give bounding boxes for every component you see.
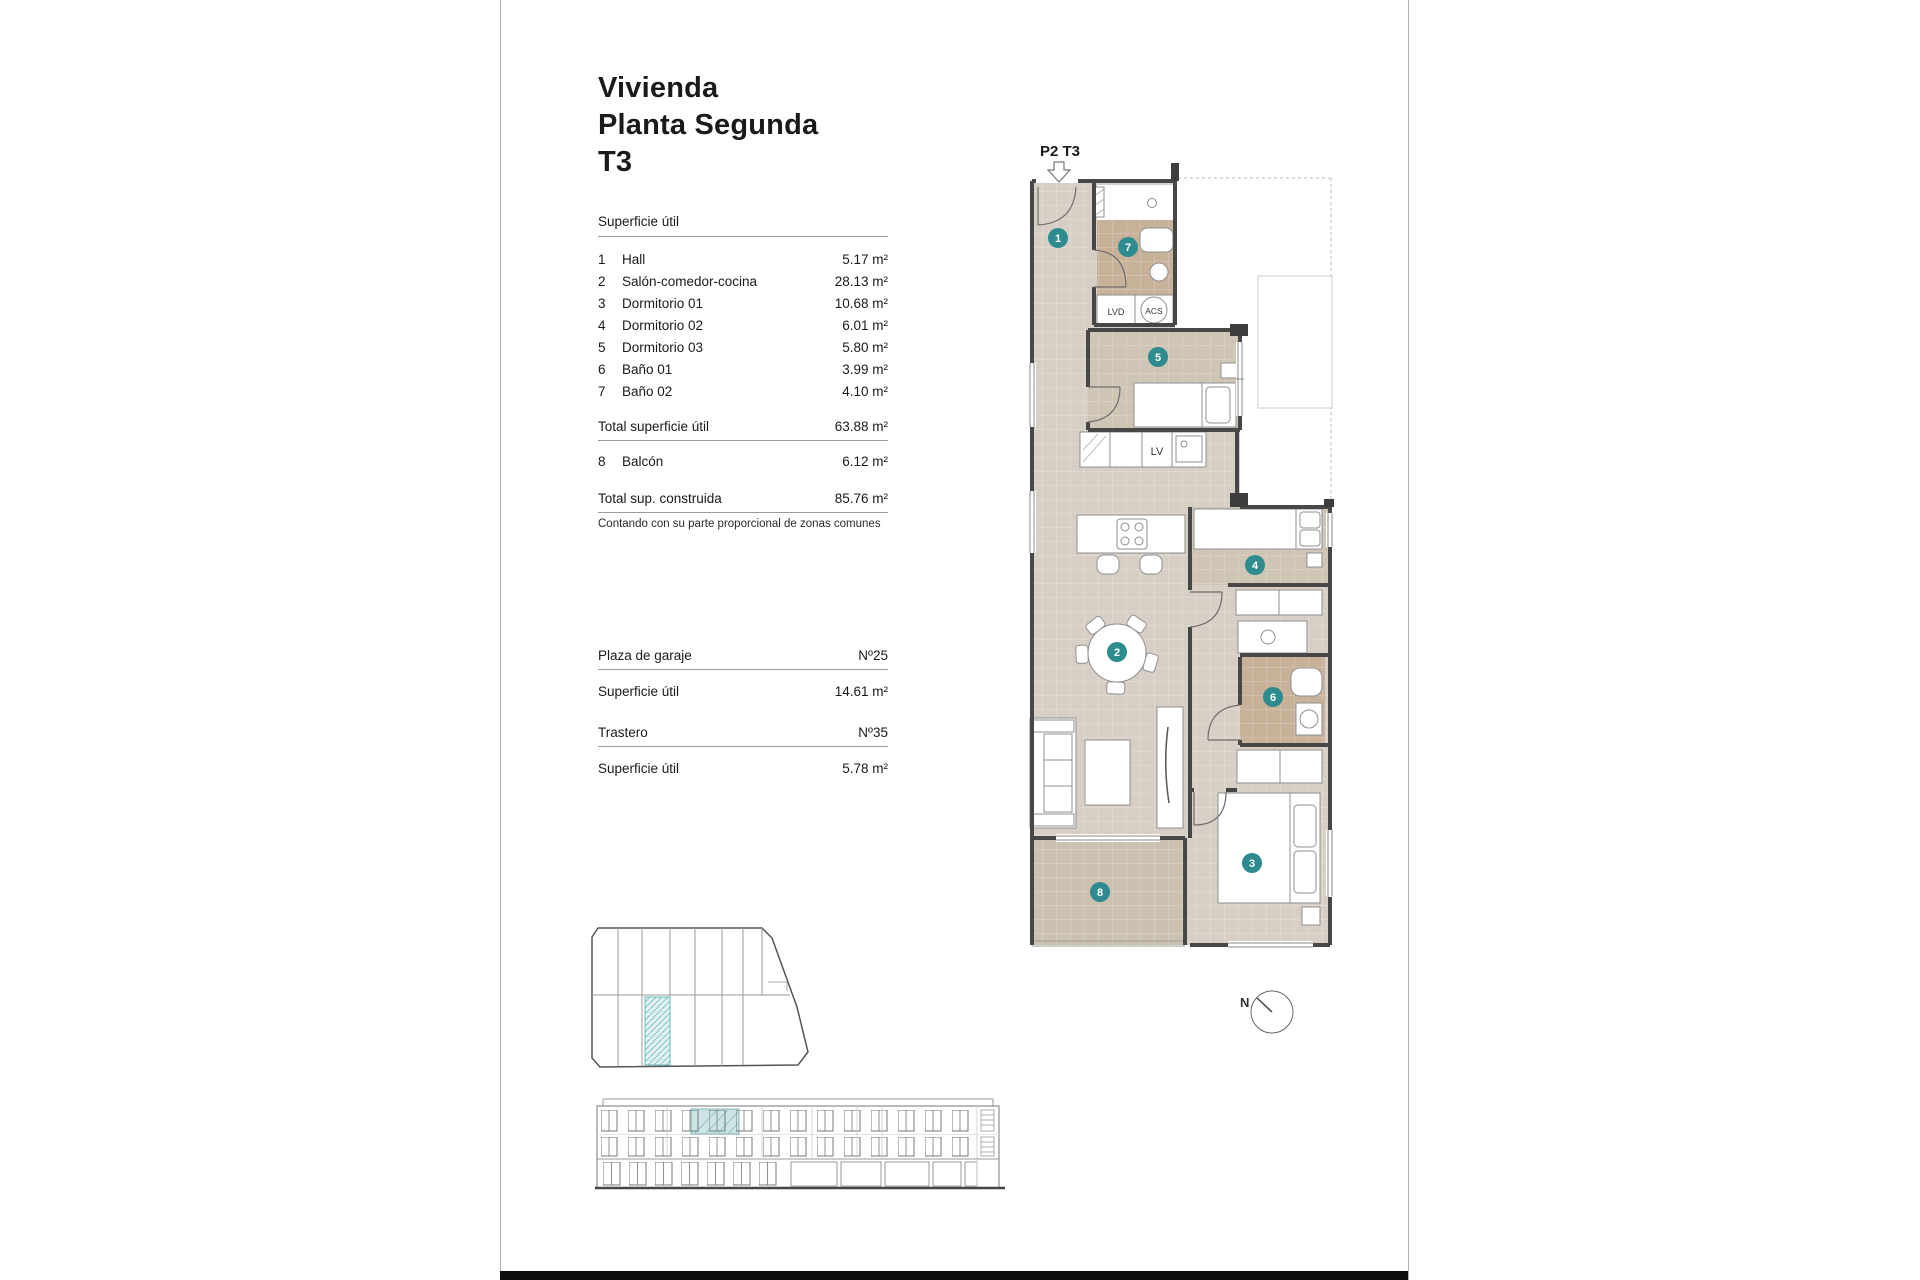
badge-bano1 [1263,687,1283,707]
window-row-ground [599,1161,785,1186]
stool [1097,555,1119,574]
total-superficie-row [598,419,888,441]
page-border-left [500,0,501,1280]
row-value: 3.99 m² [842,361,888,377]
storage-area-row [598,761,888,776]
garage-area-row [598,684,888,699]
svg-text:1: 1 [1054,233,1062,245]
storage-area-value: 5.78 m² [842,761,888,776]
row-num: 7 [598,383,606,399]
storage-header-row [598,725,888,747]
pillow-room4 [1300,530,1320,546]
nightstand-room4 [1307,553,1322,567]
page-title [598,70,818,181]
total-construida-row [598,491,888,513]
row-value: 6.01 m² [842,317,888,333]
row-value: 6.12 m² [842,453,888,469]
sofa-cushion [1044,734,1072,760]
coffee-table [1085,740,1130,805]
floor-plan-svg [1028,135,1348,1065]
row-value: 28.13 m² [834,273,888,289]
washbasin-7 [1150,263,1168,281]
pillow-room3 [1294,805,1316,847]
surface-rows [598,248,888,402]
building-elevation-svg [595,1096,1005,1200]
bathtub-6 [1291,668,1322,696]
row-value: 5.80 m² [842,339,888,355]
lvd-label: LVD [1107,307,1125,317]
tv-console [1157,707,1183,828]
key-plan [590,925,840,1090]
svg-text:4: 4 [1251,560,1259,572]
badge-dormitorio1 [1242,853,1262,873]
sofa-armrest [1032,720,1074,732]
nightstand-room5 [1221,363,1237,378]
stool [1140,555,1162,574]
row-num: 4 [598,317,606,333]
vanity [1238,621,1307,653]
built-value: 85.76 m² [834,491,888,506]
row-num: 8 [598,453,606,469]
row-num: 1 [598,251,606,267]
window-row-middle [599,1136,975,1158]
row-label: Salón-comedor-cocina [622,273,758,289]
svg-text:2: 2 [1113,647,1121,659]
sofa-cushion [1044,760,1072,786]
table-row [598,336,888,358]
key-plan-svg [590,925,840,1085]
garage-label: Plaza de garaje [598,648,692,663]
garage-number: Nº25 [858,648,888,663]
table-row [598,270,888,292]
garage-area-value: 14.61 m² [834,684,888,699]
table-row [598,380,888,402]
total-label: Total superficie útil [598,419,710,434]
row-label: Dormitorio 02 [622,317,704,333]
surface-header-label: Superficie útil [598,214,680,229]
page-border-right [1408,0,1409,1280]
highlighted-unit [645,997,670,1065]
badge-dormitorio2 [1245,555,1265,575]
row-label: Baño 02 [622,383,673,399]
bathtub-7 [1140,228,1173,252]
title-line-3: T3 [598,146,633,178]
storage-label: Trastero [598,725,648,740]
table-row [598,292,888,314]
balcony-row [598,450,888,472]
built-label: Total sup. construida [598,491,722,506]
floor-plan [1028,135,1348,1070]
svg-text:8: 8 [1096,887,1104,899]
row-label: Baño 01 [622,361,673,377]
compass-north-label: N [1240,995,1250,1010]
svg-text:3: 3 [1248,858,1256,870]
pillow-room4 [1300,512,1320,528]
roof-line [603,1099,993,1106]
storage-number: Nº35 [858,725,888,740]
lv-label: LV [1150,446,1164,458]
table-row [598,248,888,270]
adjacent-structure [1258,276,1332,408]
table-row [598,314,888,336]
built-note: Contando con su parte proporcional de zonas comunes [598,518,881,530]
row-num: 6 [598,361,606,377]
garage-storage-block [598,648,888,776]
badge-bano2 [1118,237,1138,257]
unit-label: P2 T3 [1040,143,1081,160]
row-num: 2 [598,273,606,289]
row-value: 10.68 m² [834,295,888,311]
page-footer-bar [500,1271,1408,1280]
row-value: 5.17 m² [842,251,888,267]
badge-salon [1107,642,1127,662]
surface-table [598,214,888,530]
building-elevation [595,1096,1005,1205]
svg-text:7: 7 [1124,242,1132,254]
window-row-top [599,1109,975,1133]
title-line-2: Planta Segunda [598,109,819,141]
badge-hall [1048,228,1068,248]
row-label: Hall [622,251,646,267]
sofa-cushion [1044,786,1072,812]
row-num: 5 [598,339,606,355]
acs-label: ACS [1145,306,1163,316]
pillow-room5 [1206,387,1230,423]
svg-text:5: 5 [1154,352,1162,364]
building-footprint [592,928,808,1067]
row-num: 3 [598,295,606,311]
row-label: Dormitorio 01 [622,295,704,311]
svg-text:6: 6 [1269,692,1277,704]
pillow-room3 [1294,851,1316,893]
storage-area-label: Superficie útil [598,761,680,776]
kitchen-sink [1176,436,1202,462]
entry-arrow-icon [1048,162,1070,182]
garage-header-row [598,648,888,670]
surface-table-header [598,214,888,237]
row-label: Balcón [622,453,664,469]
highlighted-unit-elevation [691,1109,739,1134]
row-value: 4.10 m² [842,383,888,399]
compass [1240,991,1293,1033]
nightstand-room3 [1302,907,1320,925]
title-line-1: Vivienda [598,72,719,104]
badge-balcon [1090,882,1110,902]
badge-dormitorio3 [1148,347,1168,367]
sofa-armrest [1032,814,1074,826]
hob [1117,519,1147,549]
row-label: Dormitorio 03 [622,339,704,355]
garage-area-label: Superficie útil [598,684,680,699]
table-row [598,358,888,380]
total-value: 63.88 m² [834,419,888,434]
